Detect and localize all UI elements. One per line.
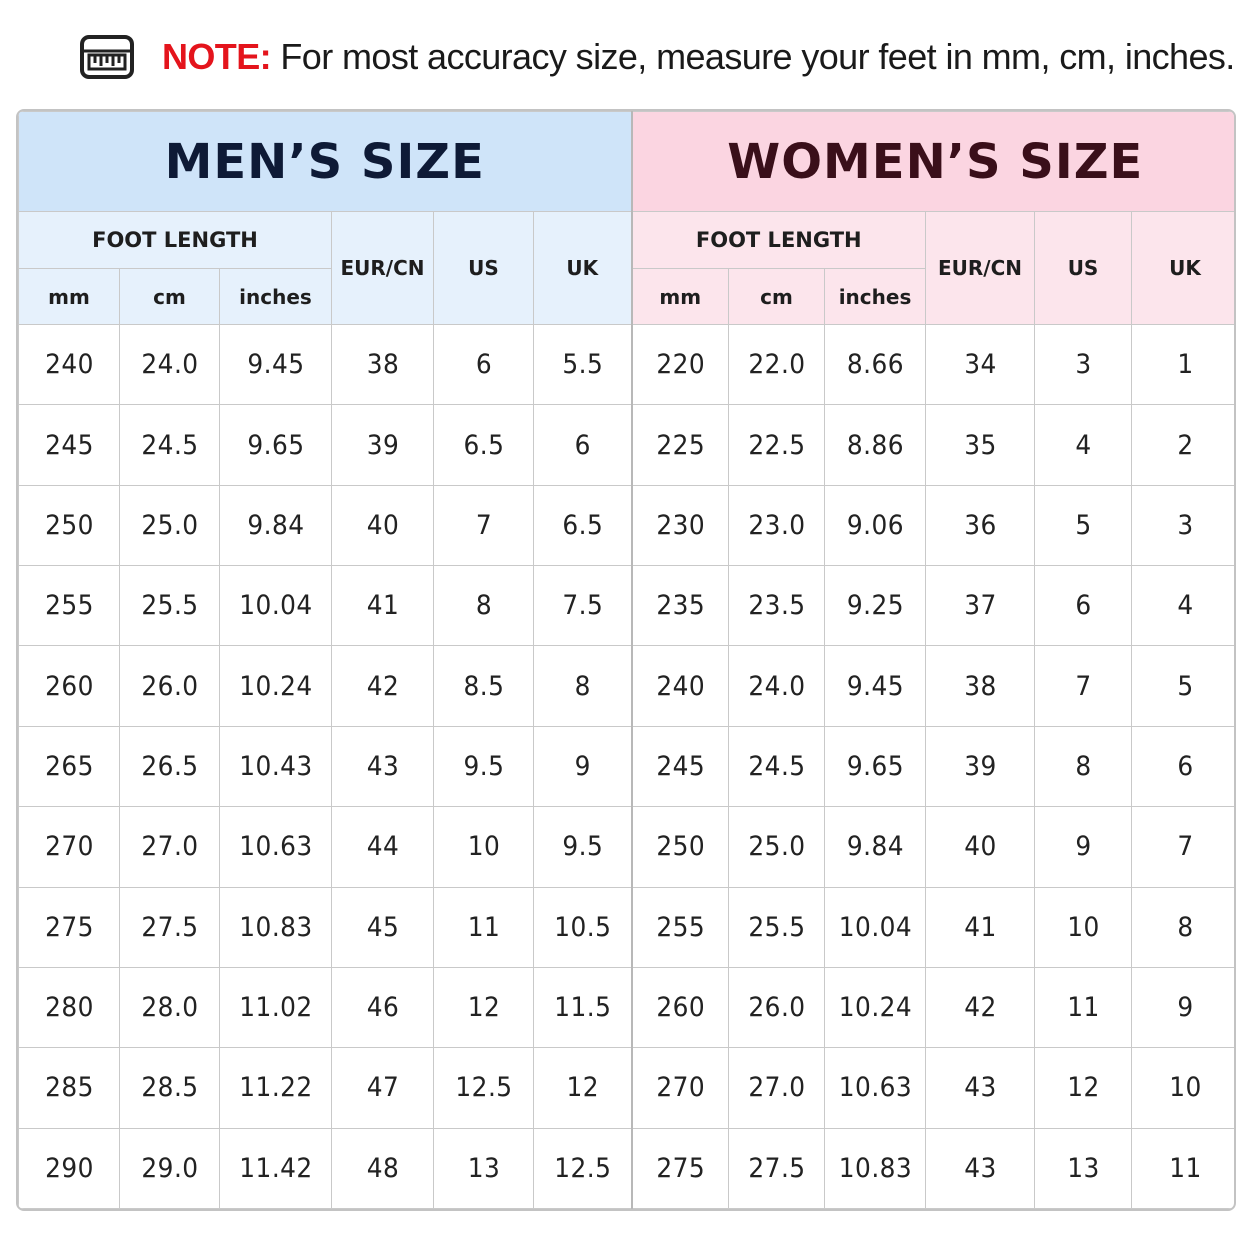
womens-us-cell: 9: [1038, 807, 1127, 887]
mens-cm-cell: 29.0: [124, 1128, 216, 1208]
mens-inches-cell: 10.63: [224, 807, 327, 887]
womens-cm-cell: 27.0: [732, 1048, 820, 1128]
mens-inches-cell: 11.22: [224, 1048, 327, 1128]
mens-eur-cn-cell: 46: [336, 967, 430, 1047]
womens-cm-cell: 22.5: [732, 405, 820, 485]
table-row: [19, 646, 1237, 726]
womens-us-cell: 4: [1038, 405, 1127, 485]
table-row: [19, 405, 1237, 485]
mens-uk-cell: 5.5: [537, 325, 627, 405]
mens-mm-cell: 255: [23, 566, 116, 646]
womens-eur-cn-cell: 35: [930, 405, 1030, 485]
womens-mm-cell: 245: [635, 726, 724, 806]
mens-eur-cn-cell: 40: [336, 485, 430, 565]
womens-eur-cn-cell: 42: [930, 967, 1030, 1047]
mens-uk-cell: 6.5: [537, 485, 627, 565]
womens-cm-cell: 24.5: [732, 726, 820, 806]
mens-uk-cell: 9: [537, 726, 627, 806]
womens-cm-cell: 23.5: [732, 566, 820, 646]
table-row: [19, 485, 1237, 565]
womens-inches-cell: 9.45: [829, 646, 922, 726]
mens-eur-cn-cell: 39: [336, 405, 430, 485]
womens-mm-cell: 255: [635, 887, 724, 967]
mens-us-cell: 11: [438, 887, 530, 967]
mens-uk-cell: 8: [537, 646, 627, 726]
table-row: [19, 967, 1237, 1047]
womens-us-cell: 3: [1038, 325, 1127, 405]
womens-uk-cell: 1: [1136, 325, 1234, 405]
womens-eur-cn-cell: 36: [930, 485, 1030, 565]
mens-cm-cell: 25.5: [124, 566, 216, 646]
mens-inches-cell: 9.84: [224, 485, 327, 565]
mens-eur-cn-cell: 41: [336, 566, 430, 646]
mens-inches-cell: 10.04: [224, 566, 327, 646]
mens-cm-cell: 27.5: [124, 887, 216, 967]
womens-uk-cell: 8: [1136, 887, 1234, 967]
womens-eur-cn-header: EUR/CN: [926, 212, 1035, 325]
womens-us-cell: 7: [1038, 646, 1127, 726]
mens-us-cell: 6.5: [438, 405, 530, 485]
mens-cm-cell: 25.0: [124, 485, 216, 565]
mens-us-header: US: [434, 212, 534, 325]
mens-mm-cell: 290: [23, 1128, 116, 1208]
womens-mm-cell: 230: [635, 485, 724, 565]
mens-inches-cell: 9.45: [224, 325, 327, 405]
mens-cm-cell: 26.5: [124, 726, 216, 806]
ruler-icon: [78, 31, 136, 83]
womens-cm-cell: 24.0: [732, 646, 820, 726]
mens-uk-cell: 12: [537, 1048, 627, 1128]
mens-uk-cell: 9.5: [537, 807, 627, 887]
mens-mm-cell: 285: [23, 1048, 116, 1128]
mens-us-cell: 7: [438, 485, 530, 565]
table-row: [19, 726, 1237, 806]
mens-eur-cn-cell: 38: [336, 325, 430, 405]
womens-uk-cell: 6: [1136, 726, 1234, 806]
size-chart: [16, 109, 1236, 1211]
mens-uk-cell: 6: [537, 405, 627, 485]
womens-us-cell: 11: [1038, 967, 1127, 1047]
womens-inches-cell: 10.04: [829, 887, 922, 967]
womens-eur-cn-cell: 40: [930, 807, 1030, 887]
mens-eur-cn-cell: 48: [336, 1128, 430, 1208]
womens-us-cell: 13: [1038, 1128, 1127, 1208]
womens-cm-cell: 22.0: [732, 325, 820, 405]
womens-uk-cell: 2: [1136, 405, 1234, 485]
womens-mm-cell: 225: [635, 405, 724, 485]
table-row: [19, 807, 1237, 887]
mens-inches-cell: 10.24: [224, 646, 327, 726]
womens-eur-cn-cell: 43: [930, 1048, 1030, 1128]
mens-inches-cell: 9.65: [224, 405, 327, 485]
womens-inches-cell: 9.25: [829, 566, 922, 646]
womens-mm-header: mm: [632, 269, 729, 325]
mens-mm-cell: 280: [23, 967, 116, 1047]
womens-cm-header: cm: [729, 269, 825, 325]
mens-cm-cell: 24.0: [124, 325, 216, 405]
table-row: [19, 566, 1237, 646]
womens-eur-cn-cell: 34: [930, 325, 1030, 405]
size-table: [18, 111, 1236, 1209]
mens-us-cell: 8.5: [438, 646, 530, 726]
womens-eur-cn-cell: 39: [930, 726, 1030, 806]
mens-inches-cell: 10.43: [224, 726, 327, 806]
mens-mm-cell: 275: [23, 887, 116, 967]
mens-cm-cell: 27.0: [124, 807, 216, 887]
womens-inches-cell: 8.66: [829, 325, 922, 405]
mens-eur-cn-cell: 47: [336, 1048, 430, 1128]
womens-uk-cell: 5: [1136, 646, 1234, 726]
note-text: [162, 36, 1235, 78]
mens-us-cell: 9.5: [438, 726, 530, 806]
womens-cm-cell: 27.5: [732, 1128, 820, 1208]
womens-us-cell: 8: [1038, 726, 1127, 806]
womens-eur-cn-cell: 37: [930, 566, 1030, 646]
mens-mm-cell: 270: [23, 807, 116, 887]
note-message: For most accuracy size, measure your feet in mm, cm, inches.: [271, 36, 1235, 77]
womens-foot-length-header: FOOT LENGTH: [632, 212, 926, 269]
womens-uk-cell: 10: [1136, 1048, 1234, 1128]
womens-eur-cn-cell: 43: [930, 1128, 1030, 1208]
womens-eur-cn-cell: 38: [930, 646, 1030, 726]
mens-eur-cn-cell: 43: [336, 726, 430, 806]
mens-foot-length-header: FOOT LENGTH: [19, 212, 332, 269]
womens-inches-cell: 9.84: [829, 807, 922, 887]
womens-mm-cell: 220: [635, 325, 724, 405]
mens-uk-cell: 10.5: [537, 887, 627, 967]
womens-uk-cell: 9: [1136, 967, 1234, 1047]
mens-mm-cell: 245: [23, 405, 116, 485]
womens-eur-cn-cell: 41: [930, 887, 1030, 967]
womens-uk-cell: 3: [1136, 485, 1234, 565]
mens-mm-cell: 265: [23, 726, 116, 806]
womens-inches-cell: 10.83: [829, 1128, 922, 1208]
womens-inches-cell: 10.63: [829, 1048, 922, 1128]
womens-cm-cell: 23.0: [732, 485, 820, 565]
womens-inches-cell: 8.86: [829, 405, 922, 485]
womens-mm-cell: 275: [635, 1128, 724, 1208]
mens-inches-header: inches: [220, 269, 332, 325]
mens-cm-cell: 28.0: [124, 967, 216, 1047]
womens-mm-cell: 240: [635, 646, 724, 726]
mens-inches-cell: 10.83: [224, 887, 327, 967]
womens-uk-header: UK: [1132, 212, 1236, 325]
mens-us-cell: 12: [438, 967, 530, 1047]
mens-uk-header: UK: [534, 212, 632, 325]
mens-size-title: MEN’S SIZE: [19, 112, 632, 212]
mens-eur-cn-cell: 45: [336, 887, 430, 967]
table-row: [19, 1128, 1237, 1208]
table-row: [19, 325, 1237, 405]
mens-uk-cell: 7.5: [537, 566, 627, 646]
mens-uk-cell: 12.5: [537, 1128, 627, 1208]
womens-uk-cell: 4: [1136, 566, 1234, 646]
table-row: [19, 887, 1237, 967]
womens-us-header: US: [1035, 212, 1132, 325]
mens-eur-cn-header: EUR/CN: [332, 212, 434, 325]
mens-us-cell: 6: [438, 325, 530, 405]
womens-mm-cell: 250: [635, 807, 724, 887]
mens-mm-cell: 240: [23, 325, 116, 405]
womens-mm-cell: 270: [635, 1048, 724, 1128]
mens-mm-cell: 260: [23, 646, 116, 726]
table-row: [19, 1048, 1237, 1128]
womens-us-cell: 6: [1038, 566, 1127, 646]
womens-us-cell: 10: [1038, 887, 1127, 967]
mens-cm-header: cm: [120, 269, 220, 325]
mens-cm-cell: 26.0: [124, 646, 216, 726]
mens-eur-cn-cell: 42: [336, 646, 430, 726]
womens-mm-cell: 235: [635, 566, 724, 646]
mens-us-cell: 10: [438, 807, 530, 887]
note-label: NOTE:: [162, 36, 271, 77]
mens-us-cell: 13: [438, 1128, 530, 1208]
mens-cm-cell: 28.5: [124, 1048, 216, 1128]
mens-mm-header: mm: [19, 269, 120, 325]
mens-eur-cn-cell: 44: [336, 807, 430, 887]
mens-uk-cell: 11.5: [537, 967, 627, 1047]
womens-cm-cell: 26.0: [732, 967, 820, 1047]
womens-uk-cell: 7: [1136, 807, 1234, 887]
womens-mm-cell: 260: [635, 967, 724, 1047]
womens-cm-cell: 25.0: [732, 807, 820, 887]
womens-inches-cell: 10.24: [829, 967, 922, 1047]
womens-inches-cell: 9.65: [829, 726, 922, 806]
womens-inches-cell: 9.06: [829, 485, 922, 565]
womens-inches-header: inches: [825, 269, 926, 325]
note-bar: [78, 28, 1238, 86]
mens-inches-cell: 11.42: [224, 1128, 327, 1208]
womens-uk-cell: 11: [1136, 1128, 1234, 1208]
mens-mm-cell: 250: [23, 485, 116, 565]
womens-us-cell: 5: [1038, 485, 1127, 565]
mens-us-cell: 12.5: [438, 1048, 530, 1128]
mens-cm-cell: 24.5: [124, 405, 216, 485]
womens-us-cell: 12: [1038, 1048, 1127, 1128]
womens-cm-cell: 25.5: [732, 887, 820, 967]
mens-us-cell: 8: [438, 566, 530, 646]
womens-size-title: WOMEN’S SIZE: [632, 112, 1236, 212]
mens-inches-cell: 11.02: [224, 967, 327, 1047]
